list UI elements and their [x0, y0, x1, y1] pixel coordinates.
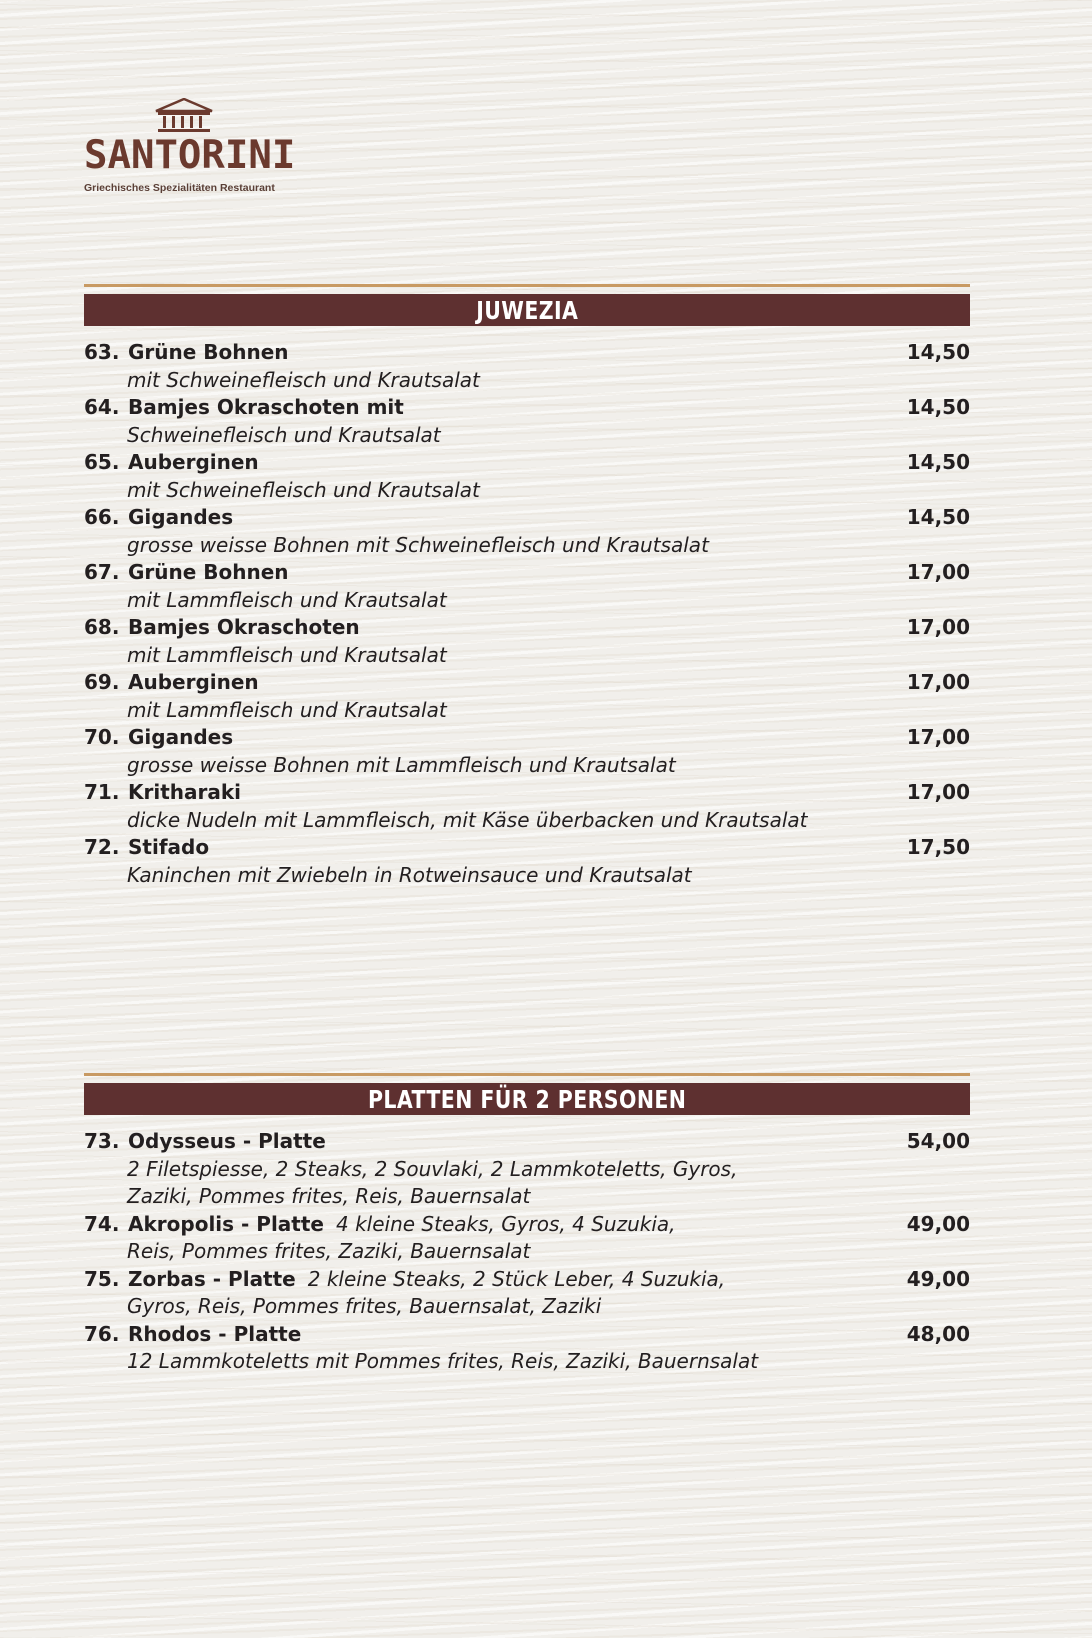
section-divider	[84, 284, 970, 287]
item-number: 63.	[84, 340, 120, 364]
temple-icon	[154, 98, 214, 134]
section-title-band	[84, 294, 970, 326]
item-description: grosse weisse Bohnen mit Schweinefleisch und Krautsalat	[127, 532, 709, 557]
item-number: 67.	[84, 560, 120, 584]
menu-item-header	[84, 394, 970, 422]
item-name: Rhodos - Platte	[128, 1321, 302, 1346]
item-price: 17,00	[906, 560, 970, 584]
menu-item-header	[84, 614, 970, 642]
item-number: 69.	[84, 670, 120, 694]
item-name: Stifado	[128, 835, 210, 859]
section-title: PLATTEN FÜR 2 PERSONEN	[367, 1085, 687, 1114]
item-description: Zaziki, Pommes frites, Reis, Bauernsalat	[127, 1184, 531, 1208]
item-name: Akropolis - Platte	[128, 1211, 324, 1236]
item-name: Grüne Bohnen	[128, 340, 289, 364]
item-price: 17,50	[906, 835, 970, 859]
menu-item	[84, 669, 970, 724]
section-title: JUWEZIA	[475, 296, 579, 325]
item-price: 17,00	[906, 725, 970, 749]
item-description: 2 kleine Steaks, 2 Stück Leber, 4 Suzukia,	[307, 1266, 726, 1291]
item-number: 72.	[84, 835, 120, 859]
item-number: 70.	[84, 725, 120, 749]
menu-item	[84, 449, 970, 504]
item-description: dicke Nudeln mit Lammfleisch, mit Käse überbacken und Krautsalat	[127, 807, 808, 832]
item-description: Schweinefleisch und Krautsalat	[127, 422, 441, 447]
menu-item-header	[84, 834, 970, 862]
section-juwezia	[84, 284, 970, 889]
menu-item-header	[84, 779, 970, 807]
menu-item	[84, 1266, 970, 1321]
menu-item-list	[84, 339, 970, 889]
menu-item	[84, 339, 970, 394]
section-platten	[84, 1073, 970, 1376]
menu-item	[84, 614, 970, 669]
item-price: 14,50	[906, 340, 970, 364]
item-name: Grüne Bohnen	[128, 560, 289, 584]
item-price: 14,50	[906, 395, 970, 419]
item-description: mit Schweinefleisch und Krautsalat	[127, 367, 480, 392]
item-description: mit Schweinefleisch und Krautsalat	[127, 477, 480, 502]
item-number: 66.	[84, 505, 120, 529]
item-price: 54,00	[906, 1129, 970, 1153]
section-divider	[84, 1073, 970, 1076]
brand-name: SANTORINI	[84, 133, 296, 178]
menu-item-header	[84, 1266, 970, 1294]
item-description: Gyros, Reis, Pommes frites, Bauernsalat, Zaziki	[127, 1294, 602, 1318]
menu-item	[84, 834, 970, 889]
item-description: mit Lammfleisch und Krautsalat	[127, 587, 447, 612]
item-name: Gigandes	[128, 505, 234, 529]
menu-item-header	[84, 559, 970, 587]
item-description: grosse weisse Bohnen mit Lammfleisch und Krautsalat	[127, 752, 676, 777]
item-price: 17,00	[906, 615, 970, 639]
item-number: 68.	[84, 615, 120, 639]
item-name: Zorbas - Platte	[128, 1266, 296, 1291]
item-description: mit Lammfleisch und Krautsalat	[127, 642, 447, 667]
item-price: 49,00	[906, 1266, 970, 1291]
item-number: 65.	[84, 450, 120, 474]
menu-item	[84, 1211, 970, 1266]
menu-item-header	[84, 339, 970, 367]
menu-item-header	[84, 1321, 970, 1349]
menu-item-header	[84, 504, 970, 532]
item-number: 75.	[84, 1266, 120, 1291]
menu-item	[84, 394, 970, 449]
item-description: 12 Lammkoteletts mit Pommes frites, Reis, Zaziki, Bauernsalat	[127, 1349, 759, 1373]
item-description: 4 kleine Steaks, Gyros, 4 Suzukia,	[335, 1211, 676, 1236]
item-price: 14,50	[906, 505, 970, 529]
item-description: 2 Filetspiesse, 2 Steaks, 2 Souvlaki, 2 Lammkoteletts, Gyros,	[127, 1156, 738, 1181]
menu-item-header	[84, 669, 970, 697]
item-price: 17,00	[906, 780, 970, 804]
menu-item-header	[84, 724, 970, 752]
menu-item-header	[84, 449, 970, 477]
item-description: Kaninchen mit Zwiebeln in Rotweinsauce und Krautsalat	[127, 862, 692, 887]
item-name: Odysseus - Platte	[128, 1129, 326, 1153]
section-title-band	[84, 1083, 970, 1115]
item-name: Bamjes Okraschoten	[128, 615, 360, 639]
menu-item-header	[84, 1128, 970, 1156]
item-price: 48,00	[906, 1321, 970, 1346]
item-price: 17,00	[906, 670, 970, 694]
menu-item-list	[84, 1128, 970, 1376]
item-number: 64.	[84, 395, 120, 419]
item-name: Auberginen	[128, 670, 259, 694]
item-name: Gigandes	[128, 725, 234, 749]
brand-tagline: Griechisches Spezialitäten Restaurant	[84, 182, 275, 194]
item-price: 49,00	[906, 1211, 970, 1236]
menu-item-header	[84, 1211, 970, 1239]
item-name: Kritharaki	[128, 780, 242, 804]
menu-item	[84, 724, 970, 779]
item-price: 14,50	[906, 450, 970, 474]
item-name: Auberginen	[128, 450, 259, 474]
menu-item	[84, 559, 970, 614]
menu-item	[84, 1128, 970, 1211]
item-number: 71.	[84, 780, 120, 804]
menu-item	[84, 1321, 970, 1376]
item-description: mit Lammfleisch und Krautsalat	[127, 697, 447, 722]
item-number: 73.	[84, 1129, 120, 1153]
item-number: 74.	[84, 1211, 120, 1236]
menu-item	[84, 504, 970, 559]
item-name: Bamjes Okraschoten mit	[128, 395, 404, 419]
menu-item	[84, 779, 970, 834]
item-number: 76.	[84, 1321, 120, 1346]
item-description: Reis, Pommes frites, Zaziki, Bauernsalat	[127, 1239, 531, 1263]
